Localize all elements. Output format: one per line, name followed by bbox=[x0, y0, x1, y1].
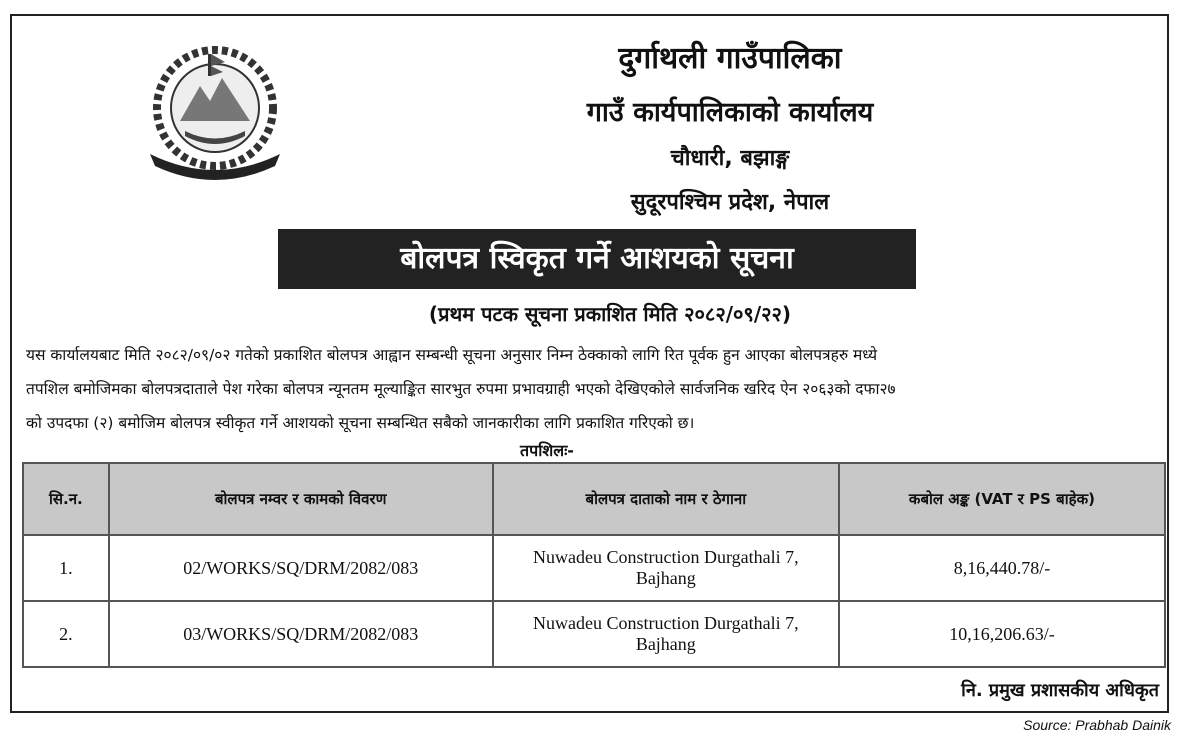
cell-amount: 8,16,440.78/- bbox=[839, 535, 1165, 601]
table-row bbox=[23, 601, 1165, 667]
cell-bid-number: 02/WORKS/SQ/DRM/2082/083 bbox=[109, 535, 493, 601]
cell-serial: 2. bbox=[23, 601, 109, 667]
bidder-name: Nuwadeu Construction Durgathali 7, bbox=[533, 547, 799, 567]
bidder-address: Bajhang bbox=[635, 568, 696, 588]
office-location: चौधारी, बझाङ्ग bbox=[670, 146, 790, 171]
cell-serial: 1. bbox=[23, 535, 109, 601]
body-line: यस कार्यालयबाट मिति २०८२/०९/०२ गतेको प्रकाशित बोलपत्र आह्वान सम्बन्धी सूचना अनुसार निम्न ठेक्काको लागि रित पूर्वक हुन आएका बोलपत्रहरु मध्ये bbox=[26, 346, 878, 364]
notice-title-banner: बोलपत्र स्विकृत गर्ने आशयको सूचना bbox=[278, 229, 916, 289]
cell-bid-number: 03/WORKS/SQ/DRM/2082/083 bbox=[109, 601, 493, 667]
col-amount-header: कबोल अङ्क (VAT र PS बाहेक) bbox=[839, 463, 1165, 535]
notice-body bbox=[26, 338, 1154, 440]
col-bidder-header: बोलपत्र दाताको नाम र ठेगाना bbox=[493, 463, 839, 535]
table-row bbox=[23, 535, 1165, 601]
office-name: गाउँ कार्यपालिकाको कार्यालय bbox=[586, 97, 874, 128]
body-line: तपशिल बमोजिमका बोलपत्रदाताले पेश गरेका बोलपत्र न्यूनतम मूल्याङ्कित सारभुत रुपमा प्रभावग्राही भएको देखिएकोले सार्वजनिक खरिद ऐन २०६३को दफा२७ bbox=[26, 380, 896, 398]
cell-bidder bbox=[493, 535, 839, 601]
province-country: सुदूरपश्चिम प्रदेश, नेपाल bbox=[630, 190, 830, 215]
cell-amount: 10,16,206.63/- bbox=[839, 601, 1165, 667]
source-credit: Source: Prabhab Dainik bbox=[1023, 717, 1171, 733]
table-title: तपशिलः- bbox=[520, 441, 574, 460]
cell-bidder bbox=[493, 601, 839, 667]
bid-table bbox=[22, 462, 1166, 668]
municipality-name: दुर्गाथली गाउँपालिका bbox=[618, 41, 842, 76]
col-bid-number-header: बोलपत्र नम्वर र कामको विवरण bbox=[109, 463, 493, 535]
table-header-row bbox=[23, 463, 1165, 535]
bidder-name: Nuwadeu Construction Durgathali 7, bbox=[533, 613, 799, 633]
bidder-address: Bajhang bbox=[635, 634, 696, 654]
signatory-title: नि. प्रमुख प्रशासकीय अधिकृत bbox=[961, 680, 1159, 701]
body-line: को उपदफा (२) बमोजिम बोलपत्र स्वीकृत गर्ने आशयको सूचना सम्बन्धित सबैको जानकारीका लागि प्रकाशित गरिएको छ। bbox=[26, 414, 695, 432]
nepal-emblem-icon bbox=[140, 36, 290, 186]
col-serial-header: सि.न. bbox=[23, 463, 109, 535]
first-published-date: (प्रथम पटक सूचना प्रकाशित मिति २०८२/०९/२२) bbox=[428, 302, 792, 326]
